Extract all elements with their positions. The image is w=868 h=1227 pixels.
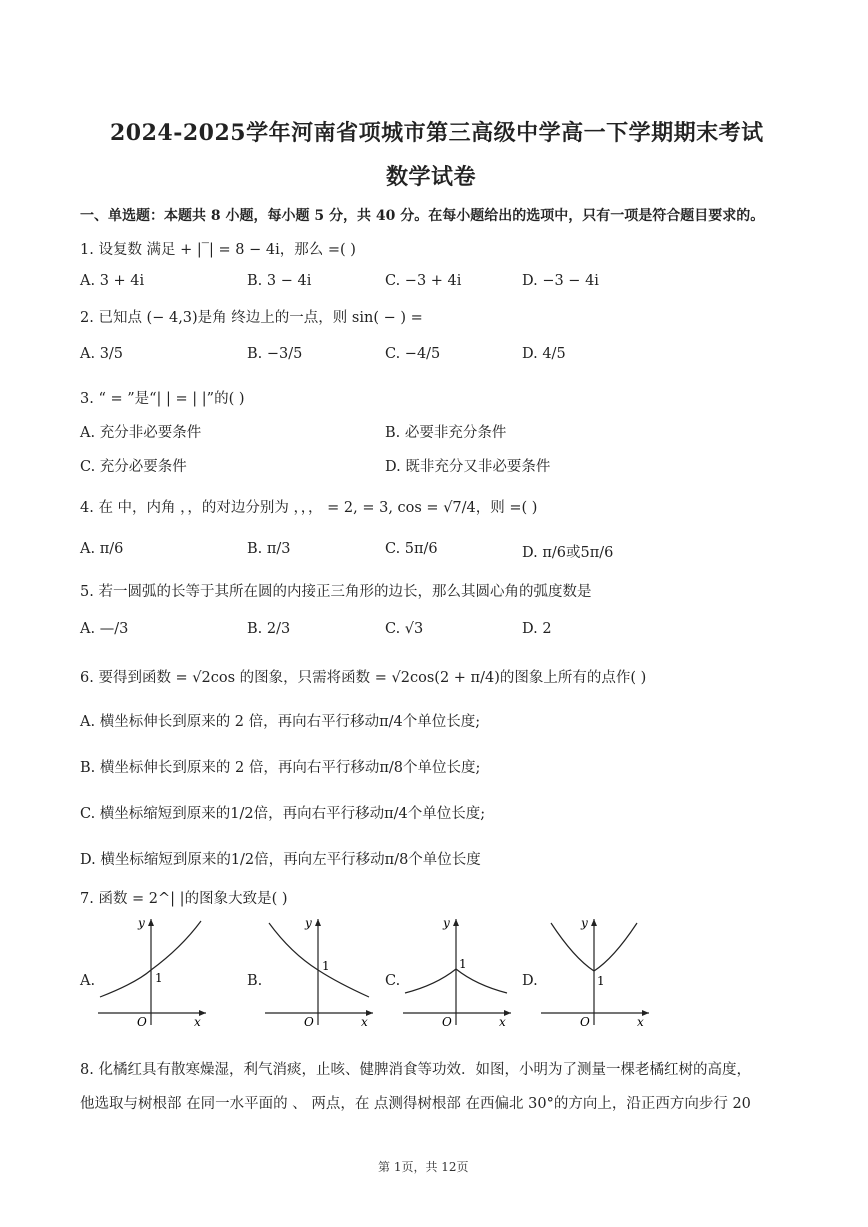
graph-b-y-label: y <box>305 916 312 930</box>
question-6-stem: 6. 要得到函数 = √2cos 的图象，只需将函数 = √2cos(2 + π/4)的图象上所有的点作( ) <box>80 670 647 686</box>
graph-c <box>401 913 517 1033</box>
question-1-option-b: B. 3 − 4i <box>247 273 312 289</box>
page-footer: 第 1页，共 12页 <box>378 1160 469 1174</box>
question-4-option-d: D. π/6或5π/6 <box>522 545 614 561</box>
graph-b-one-label: 1 <box>322 959 330 973</box>
question-7-stem: 7. 函数 = 2^| |的图象大致是( ) <box>80 891 288 907</box>
graph-d <box>539 913 655 1033</box>
graph-c-curve-right <box>456 969 507 993</box>
question-5-stem: 5. 若一圆弧的长等于其所在圆的内接正三角形的边长，那么其圆心角的弧度数是 <box>80 584 592 600</box>
question-5-option-d: D. 2 <box>522 621 552 637</box>
graph-d-x-label: x <box>637 1015 644 1029</box>
question-7-option-b: B. <box>247 973 263 989</box>
graph-a <box>96 913 212 1033</box>
graph-b-x-label: x <box>361 1015 368 1029</box>
graph-c-x-label: x <box>499 1015 506 1029</box>
question-7-option-c: C. <box>385 973 401 989</box>
question-1-option-d: D. −3 − 4i <box>522 273 599 289</box>
graph-d-curve-right <box>594 923 637 971</box>
question-3-option-d: D. 既非充分又非必要条件 <box>385 459 551 475</box>
graph-d-origin-label: O <box>580 1015 590 1029</box>
question-5-option-a: A. —/3 <box>80 621 129 637</box>
question-3-option-a: A. 充分非必要条件 <box>80 425 202 441</box>
graph-d-y-label: y <box>581 916 588 930</box>
question-3-stem: 3. “ = ”是“| | = | |”的( ) <box>80 391 245 407</box>
graph-c-curve-left <box>405 969 456 993</box>
graph-c-y-arrow <box>453 919 459 926</box>
question-6-option-c: C. 横坐标缩短到原来的1/2倍，再向右平行移动π/4个单位长度; <box>80 806 486 822</box>
question-2-option-b: B. −3/5 <box>247 346 303 362</box>
question-1-option-a: A. 3 + 4i <box>80 273 145 289</box>
question-5-option-c: C. √3 <box>385 621 424 637</box>
page-subtitle: 数学试卷 <box>386 164 477 190</box>
question-2-option-c: C. −4/5 <box>385 346 441 362</box>
question-2-option-d: D. 4/5 <box>522 346 566 362</box>
question-8-line-2: 他选取与树根部 在同一水平面的 、 两点，在 点测得树根部 在西偏北 30°的方向上，沿正西方向步行 20 <box>80 1096 751 1112</box>
question-2-stem: 2. 已知点 (− 4,3)是角 终边上的一点，则 sin( − ) = <box>80 310 423 326</box>
graph-a-x-label: x <box>194 1015 201 1029</box>
graph-c-one-label: 1 <box>459 957 467 971</box>
question-2-option-a: A. 3/5 <box>80 346 124 362</box>
graph-a-y-arrow <box>148 919 154 926</box>
question-8-line-1: 8. 化橘红具有散寒燥湿，利气消痰，止咳、健脾消食等功效．如图，小明为了测量一棵老橘红树的高度， <box>80 1062 751 1078</box>
question-4-option-b: B. π/3 <box>247 541 291 557</box>
graph-a-origin-label: O <box>137 1015 147 1029</box>
question-7-option-d: D. <box>522 973 538 989</box>
graph-d-y-arrow <box>591 919 597 926</box>
graph-c-y-label: y <box>443 916 450 930</box>
section-heading: 一、单选题：本题共 8 小题，每小题 5 分，共 40 分。在每小题给出的选项中，只有一项是符合题目要求的。 <box>80 208 765 224</box>
graph-b-y-arrow <box>315 919 321 926</box>
question-1-option-c: C. −3 + 4i <box>385 273 462 289</box>
graph-a-y-label: y <box>138 916 145 930</box>
graph-d-one-label: 1 <box>597 974 605 988</box>
question-4-stem: 4. 在 中，内角 ，，的对边分别为 ，，， = 2, = 3, cos = √7/4，则 =( ) <box>80 500 538 516</box>
graph-c-origin-label: O <box>442 1015 452 1029</box>
question-6-option-b: B. 横坐标伸长到原来的 2 倍，再向右平行移动π/8个单位长度; <box>80 760 481 776</box>
question-6-option-d: D. 横坐标缩短到原来的1/2倍，再向左平行移动π/8个单位长度 <box>80 852 481 868</box>
question-1-stem: 1. 设复数 满足 + |‾| = 8 − 4i，那么 =( ) <box>80 242 356 258</box>
graph-b-origin-label: O <box>304 1015 314 1029</box>
graph-b-curve <box>269 923 369 997</box>
question-3-option-c: C. 充分必要条件 <box>80 459 187 475</box>
question-5-option-b: B. 2/3 <box>247 621 291 637</box>
page-title: 2024-2025学年河南省项城市第三高级中学高一下学期期末考试 <box>110 120 764 146</box>
question-4-option-a: A. π/6 <box>80 541 124 557</box>
graph-b <box>263 913 379 1033</box>
question-7-option-a: A. <box>80 973 96 989</box>
graph-a-one-label: 1 <box>155 971 163 985</box>
question-6-option-a: A. 横坐标伸长到原来的 2 倍，再向右平行移动π/4个单位长度; <box>80 714 481 730</box>
question-3-option-b: B. 必要非充分条件 <box>385 425 507 441</box>
graph-d-curve-left <box>551 923 594 971</box>
question-4-option-c: C. 5π/6 <box>385 541 438 557</box>
